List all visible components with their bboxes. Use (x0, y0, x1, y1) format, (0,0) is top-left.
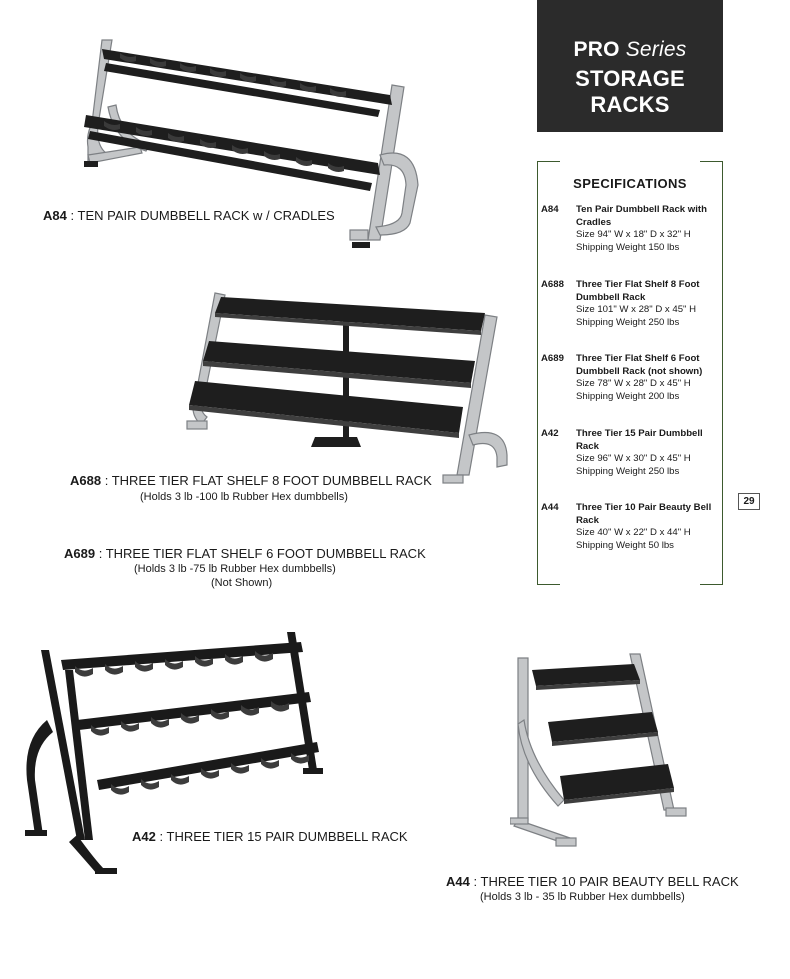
header-storage-racks: STORAGE RACKS (575, 66, 685, 117)
caption-a688-sub: (Holds 3 lb -100 lb Rubber Hex dumbbells) (140, 491, 348, 503)
caption-a689 (64, 546, 426, 561)
spec-name: Three Tier Flat Shelf 8 Foot Dumbbell Rack (576, 279, 700, 303)
header-pro: PRO (573, 38, 620, 61)
caption-text: THREE TIER 10 PAIR BEAUTY BELL RACK (480, 874, 739, 889)
page-number: 29 (738, 493, 760, 510)
spec-name: Three Tier 15 Pair Dumbbell Rack (576, 428, 703, 452)
spec-name: Three Tier Flat Shelf 6 Foot Dumbbell Rack (not shown) (576, 353, 703, 377)
caption-a84 (43, 208, 335, 223)
caption-a42 (132, 829, 408, 844)
header-series: Series (625, 38, 687, 61)
spec-weight: Shipping Weight 50 lbs (576, 539, 674, 551)
caption-sep: : (473, 874, 478, 889)
caption-a689-not-shown: (Not Shown) (211, 577, 273, 589)
caption-sep: : (98, 546, 103, 561)
spec-name: Three Tier 10 Pair Beauty Bell Rack (576, 502, 712, 526)
spec-weight: Shipping Weight 250 lbs (576, 316, 680, 328)
caption-a689-sub: (Holds 3 lb -75 lb Rubber Hex dumbbells) (134, 563, 336, 575)
spec-weight: Shipping Weight 150 lbs (576, 241, 680, 253)
spec-size: Size 78" W x 28" D x 45" H (576, 378, 691, 389)
caption-text: THREE TIER FLAT SHELF 8 FOOT DUMBBELL RACK (111, 473, 432, 488)
caption-text: THREE TIER FLAT SHELF 6 FOOT DUMBBELL RACK (105, 546, 426, 561)
caption-code: A688 (70, 473, 102, 488)
series-header (537, 0, 723, 132)
caption-a688 (70, 473, 432, 488)
caption-text: TEN PAIR DUMBBELL RACK w / CRADLES (77, 208, 335, 223)
caption-a44-sub: (Holds 3 lb - 35 lb Rubber Hex dumbbells) (480, 891, 685, 903)
spec-bracket-left (537, 161, 560, 585)
spec-size: Size 40" W x 22" D x 44" H (576, 527, 691, 538)
spec-code: A688 (541, 279, 564, 290)
caption-code: A42 (132, 829, 156, 844)
a44-rack-illustration (510, 650, 700, 855)
spec-name: Ten Pair Dumbbell Rack with Cradles (576, 204, 707, 228)
spec-weight: Shipping Weight 250 lbs (576, 465, 680, 477)
caption-sep: : (70, 208, 75, 223)
caption-code: A689 (64, 546, 96, 561)
caption-code: A84 (43, 208, 67, 223)
header-line-1 (537, 38, 723, 62)
spec-size: Size 94" W x 18" D x 32" H (576, 229, 691, 240)
caption-sep: : (104, 473, 109, 488)
spec-code: A44 (541, 502, 559, 513)
spec-code: A689 (541, 353, 564, 364)
caption-code: A44 (446, 874, 470, 889)
specifications-title: SPECIFICATIONS (573, 176, 687, 191)
a84-rack-illustration (77, 35, 420, 260)
spec-code: A84 (541, 204, 559, 215)
spec-weight: Shipping Weight 200 lbs (576, 390, 680, 402)
a688-rack-illustration (185, 285, 515, 500)
caption-sep: : (159, 829, 164, 844)
spec-size: Size 101" W x 28" D x 45" H (576, 304, 697, 315)
caption-a44 (446, 874, 739, 889)
specifications-panel (537, 161, 723, 585)
spec-size: Size 96" W x 30" D x 45" H (576, 453, 691, 464)
spec-code: A42 (541, 428, 559, 439)
caption-text: THREE TIER 15 PAIR DUMBBELL RACK (166, 829, 408, 844)
